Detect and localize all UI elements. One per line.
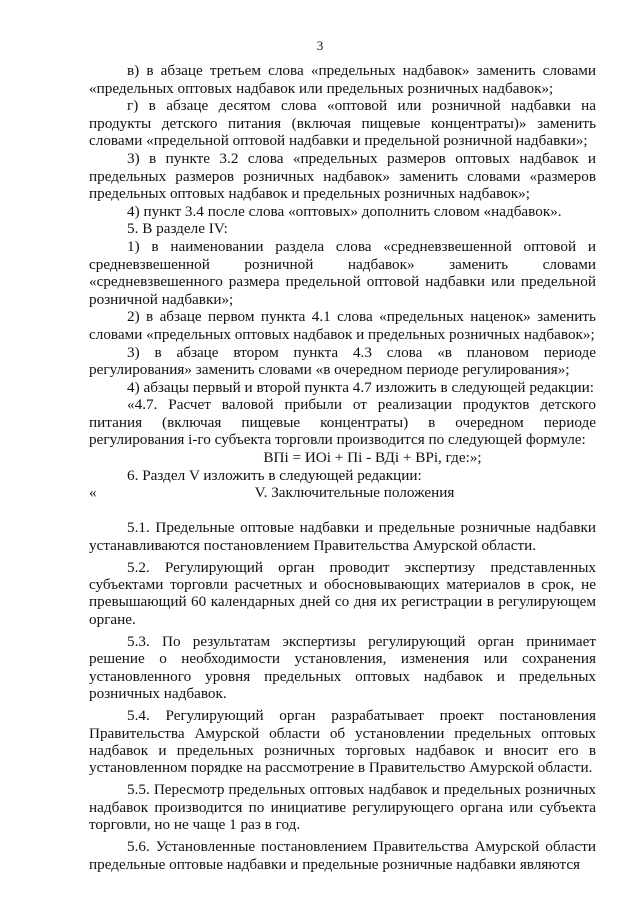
section-paragraph: 5.5. Пересмотр предельных оптовых надбавок и предельных розничных надбавок производится по инициативе регулирующего органа или субъекта торговли, но не чаще 1 раз в год.: [89, 781, 596, 833]
section-title: V. Заключительные положения: [254, 484, 455, 502]
paragraph: 1) в наименовании раздела слова «средневзвешенной оптовой и средневзвешенной розничной надбавок» заменить словами «средневзвешенного размера предельной оптовой надбавки или предельной розничной надбавки»;: [89, 237, 596, 308]
paragraph: «4.7. Расчет валовой прибыли от реализации продуктов детского питания (включая пищевые концентраты) в очередном периоде регулирования i-го субъекта торговли производится по следующей формуле:: [89, 396, 596, 449]
paragraph: 3) в пункте 3.2 слова «предельных размеров оптовых надбавок и предельных размеров розничных надбавок» заменить словами «размеров предельных оптовых надбавок и предельных розничных надбавок»;: [89, 149, 596, 203]
section-heading: [89, 484, 596, 510]
formula: ВПi = ИОi + Пi - ВДi + ВРi, где:»;: [263, 449, 482, 467]
section-paragraph: 5.6. Установленные постановлением Правительства Амурской области предельные оптовые надбавки и предельные розничные надбавки являются: [89, 838, 596, 873]
section-intro: 6. Раздел V изложить в следующей редакции:: [127, 466, 422, 484]
paragraph: в) в абзаце третьем слова «предельных надбавок» заменить словами «предельных оптовых надбавок или предельных розничных надбавок»;: [89, 62, 596, 97]
opening-quote: «: [89, 484, 97, 502]
paragraph: 4) пункт 3.4 после слова «оптовых» дополнить словом «надбавок».: [127, 202, 562, 220]
paragraph: 4) абзацы первый и второй пункта 4.7 изложить в следующей редакции:: [127, 378, 594, 396]
page-number: 3: [316, 38, 324, 53]
section-v-body: [89, 519, 596, 873]
section-paragraph: 5.3. По результатам экспертизы регулирующий орган принимает решение о необходимости установления, изменения или сохранения установленного уровня предельных оптовых надбавок и предельных розничных надбавок.: [89, 633, 596, 702]
paragraph: 5. В разделе IV:: [127, 220, 228, 238]
paragraph: 3) в абзаце втором пункта 4.3 слова «в плановом периоде регулирования» заменить словами «в очередном периоде регулирования»;: [89, 343, 596, 379]
section-paragraph: 5.2. Регулирующий орган проводит экспертизу представленных субъектами торговли расчетных и обосновывающих материалов в срок, не превышающий 60 календарных дней со дня их регистрации в регулирующем органе.: [89, 558, 596, 628]
section-paragraph: 5.1. Предельные оптовые надбавки и предельные розничные надбавки устанавливаются постановлением Правительства Амурской области.: [89, 519, 596, 554]
document-body: [89, 62, 596, 873]
section-paragraph: 5.4. Регулирующий орган разрабатывает проект постановления Правительства Амурской области об установлении предельных оптовых надбавок и предельных розничных торговых надбавок и вносит его в установленном порядке на рассмотрение в Правительство Амурской области.: [89, 707, 596, 777]
paragraph: 2) в абзаце первом пункта 4.1 слова «предельных наценок» заменить словами «предельных оптовых надбавок и предельных розничных надбавок»;: [89, 308, 596, 343]
paragraph: г) в абзаце десятом слова «оптовой или розничной надбавки на продукты детского питания (включая пищевые концентраты)» заменить словами «предельной оптовой надбавки и предельной розничной надбавки»;: [89, 97, 596, 150]
